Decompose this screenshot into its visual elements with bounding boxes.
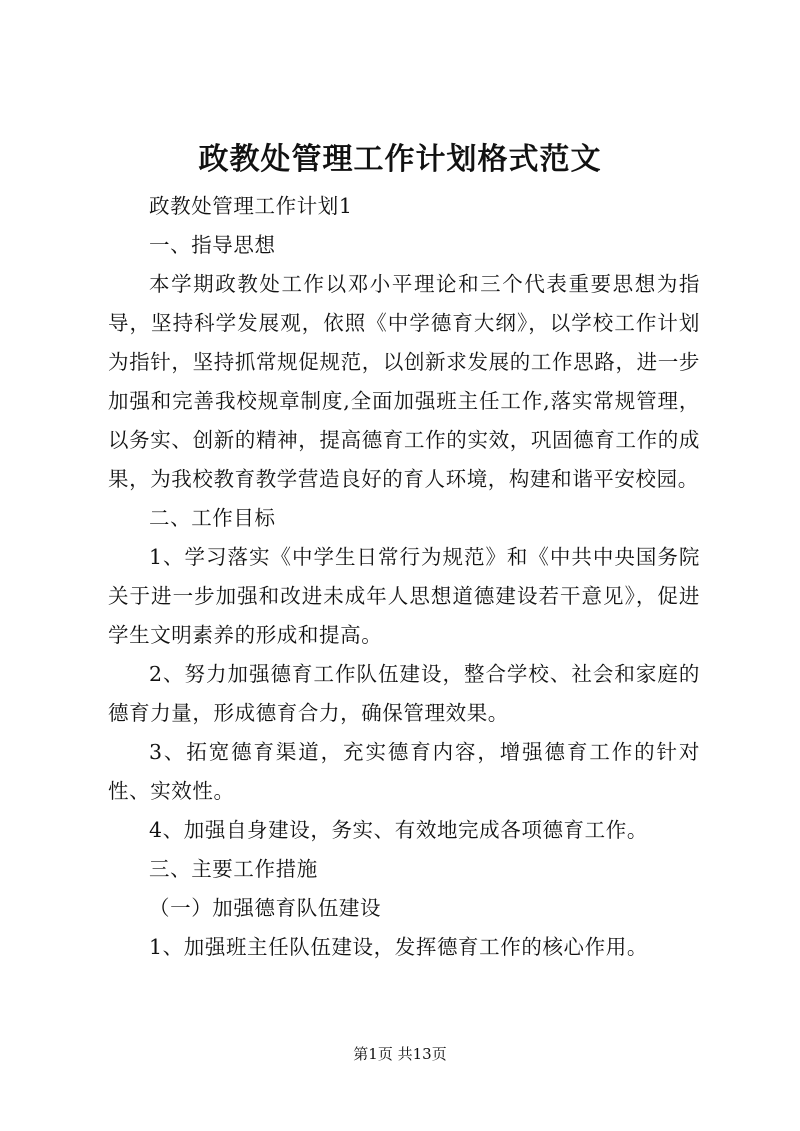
section-heading: 政教处管理工作计划1 (149, 194, 353, 218)
paragraph: 本学期政教处工作以邓小平理论和三个代表重要思想为指导，坚持科学发展观，依照《中学德育大纲》，以学校工作计划为指针，坚持抓常规促规范，以创新求发展的工作思路，进一步加强和完善我校规章制度,全面加强班主任工作,落实常规管理，以务实、创新的精神，提高德育工作的实效，巩固德育工作的成果，为我校教育教学营造良好的育人环境，构建和谐平安校园。 (108, 272, 700, 491)
document-body (108, 187, 700, 967)
page-number-footer: 第1页 共13页 (353, 1045, 447, 1063)
paragraph: 3、拓宽德育渠道，充实德育内容，增强德育工作的针对性、实效性。 (108, 740, 700, 803)
section-heading: 一、指导思想 (149, 233, 276, 257)
section-heading: 二、工作目标 (149, 506, 276, 530)
paragraph: 4、加强自身建设，务实、有效地完成各项德育工作。 (149, 818, 648, 842)
paragraph: 1、加强班主任队伍建设，发挥德育工作的核心作用。 (149, 935, 648, 959)
subsection-heading: （一）加强德育队伍建设 (149, 896, 382, 920)
section-heading: 三、主要工作措施 (149, 857, 318, 881)
paragraph: 1、学习落实《中学生日常行为规范》和《中共中央国务院关于进一步加强和改进未成年人思想道德建设若干意见》，促进学生文明素养的形成和提高。 (108, 545, 700, 647)
paragraph: 2、努力加强德育工作队伍建设，整合学校、社会和家庭的德育力量，形成德育合力，确保管理效果。 (108, 662, 700, 725)
document-title: 政教处管理工作计划格式范文 (198, 142, 602, 177)
